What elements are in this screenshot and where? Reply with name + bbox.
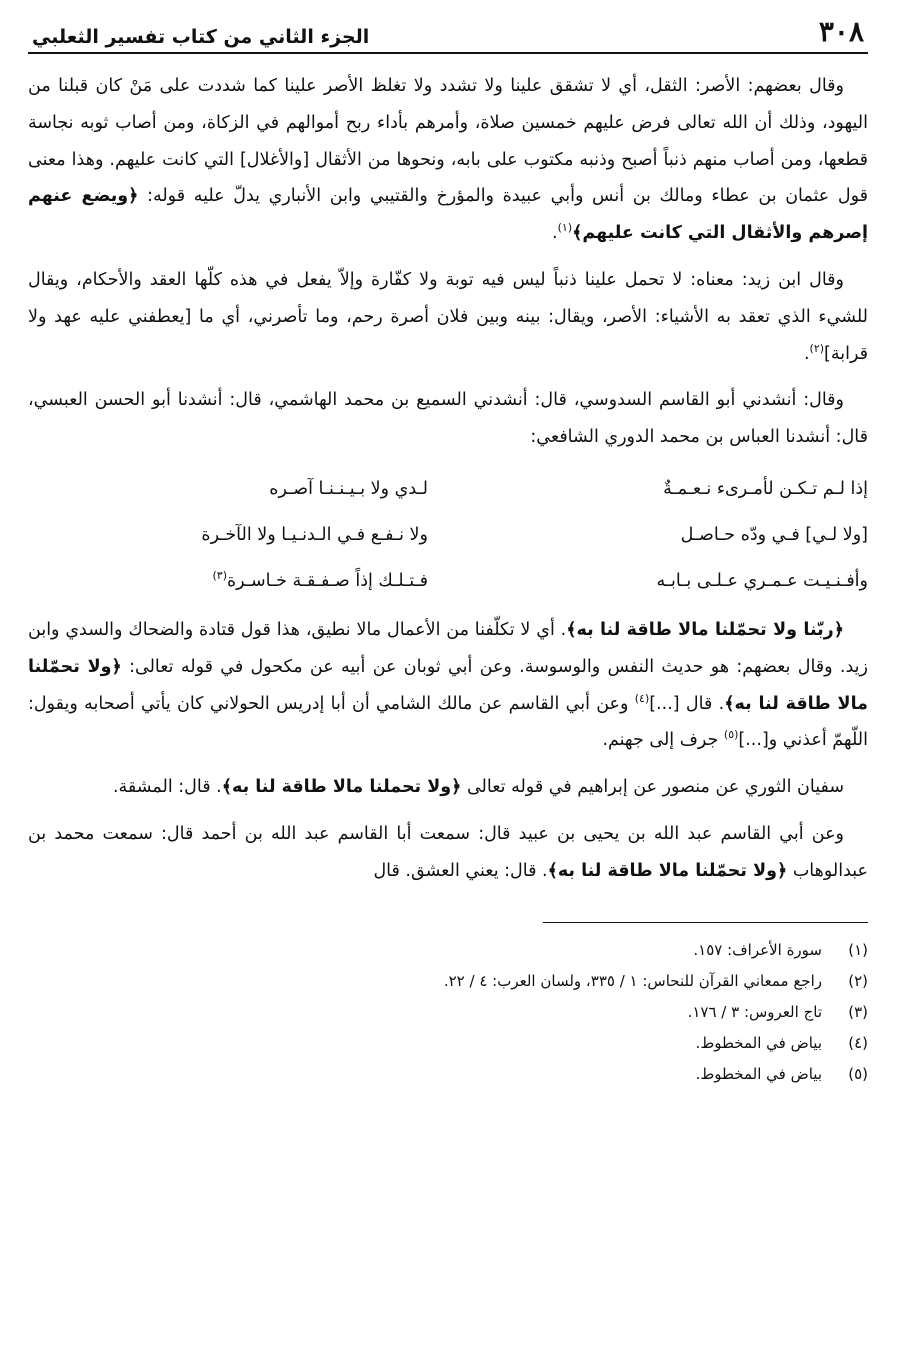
quran-quote: ﴿ولا تحمّلنا مالا طاقة لنا به﴾ [547, 860, 788, 881]
main-text [28, 68, 868, 890]
paragraph-text: وقال ابن زيد: معناه: لا تحمل علينا ذنباً ليس فيه توبة ولا كفّارة وإلاّ يفعل في هذه كلّها العقد والأحكام، ويقال للشيء الذي تعقد به الأشياء: الأصر، ويقال: بينه وبين فلان أصرة رحم، وما تأصرني، أي ما [يعطفني عليه عهد ولا قرابة] [28, 269, 868, 364]
paragraph-1 [28, 68, 868, 252]
paragraph-6 [28, 816, 868, 890]
paragraph-5 [28, 769, 868, 806]
verse-second-half [28, 558, 428, 604]
quran-quote: ﴿ربّنا ولا تحمّلنا مالا طاقة لنا به﴾ [566, 619, 844, 640]
footnote [28, 966, 868, 997]
footnote-ref: (٤) [634, 691, 650, 705]
paragraph-text: . قال: المشقة. [112, 777, 222, 798]
paragraph-text: وعن أبي القاسم عن مالك الشامي أن أبا إدريس الحولاني كان يأتي أصحابه ويقول: اللّهمّ أعذني و[...] [28, 693, 868, 751]
footnotes [28, 935, 868, 1090]
footnote [28, 997, 868, 1028]
poem-verse [28, 466, 868, 512]
footnote-text: تاج العروس: ٣ / ١٧٦. [687, 1002, 822, 1021]
page-number: ٣٠٨ [818, 15, 864, 48]
quran-quote: ﴿ويضع عنهم إصرهم والأثقال التي كانت عليهم﴾ [28, 186, 868, 244]
quran-quote: ﴿ولا تحملنا مالا طاقة لنا به﴾ [221, 777, 462, 798]
running-title: الجزء الثاني من كتاب تفسير الثعلبي [32, 26, 370, 48]
footnote-number: (١) [848, 940, 868, 959]
verse-first-half: إذا لـم تـكـن لأمـرىء نـعـمـةٌ [663, 478, 868, 499]
paragraph-text: جرف إلى جهنم. [602, 730, 724, 751]
footnote-text: سورة الأعراف: ١٥٧. [693, 940, 822, 959]
verse-second-half: لـدي ولا بـيـنـنـا آصـره [269, 478, 428, 499]
paragraph-text: وقال: أنشدني أبو القاسم السدوسي، قال: أنشدني السميع بن محمد الهاشمي، قال: أنشدنا أبو الحسن العبسي، قال: أنشدنا العباس بن محمد الدوري الشافعي: [28, 390, 868, 448]
footnote-number: (٢) [848, 971, 868, 990]
paragraph-2 [28, 262, 868, 372]
footnote-ref: (٢) [809, 341, 825, 355]
verse-second-half: ولا نـفـع فـي الـدنـيـا ولا الآخـرة [201, 524, 428, 545]
footnote-text: بياض في المخطوط. [695, 1064, 822, 1083]
paragraph-text: . [552, 223, 558, 244]
paragraph-4 [28, 612, 868, 759]
paragraph-text: . قال: يعني العشق. قال [373, 860, 548, 881]
quran-quote: ﴿ولا تحمّلنا مالا طاقة لنا به﴾ [28, 656, 868, 714]
footnote [28, 1059, 868, 1090]
verse-first-half: وأفـنـيـت عـمـري عـلـى بـابـه [656, 570, 868, 591]
footnote-text: راجع ممعاني القرآن للنحاس: ١ / ٣٣٥، ولسان العرب: ٤ / ٢٢. [443, 971, 822, 990]
poem-verse [28, 512, 868, 558]
paragraph-3 [28, 382, 868, 456]
paragraph-text: سفيان الثوري عن منصور عن إبراهيم في قوله تعالى [461, 777, 844, 798]
paragraph-text: . أي لا تكلّفنا من الأعمال مالا نطيق، هذا قول قتادة والضحاك والسدي وابن زيد. وقال بعضهم: هو حديث النفس والوسوسة. وعن أبي ثوبان عن أبيه عن مكحول في قوله تعالى: [28, 619, 869, 677]
footnote-number: (٣) [848, 1002, 868, 1021]
footnote-divider [543, 922, 868, 923]
page-header [28, 14, 868, 54]
paragraph-text: . قال [...] [649, 693, 725, 714]
verse-text: فـتـلـك إذاً صـفـقـة خـاسـرة [227, 570, 428, 591]
paragraph-text: . [803, 343, 810, 364]
footnote-ref: (١) [557, 221, 573, 235]
poem [28, 466, 868, 604]
footnote-ref: (٥) [723, 728, 739, 742]
verse-first-half: [ولا لـي] فـي ودّه حـاصـل [680, 524, 868, 545]
paragraph-text: وعن أبي القاسم عبد الله بن يحيى بن عبيد قال: سمعت أبا القاسم عبد الله بن أحمد قال: سمعت محمد بن عبدالوهاب [28, 823, 868, 881]
footnote [28, 1028, 868, 1059]
poem-verse [28, 558, 868, 604]
footnote-ref: (٣) [212, 569, 227, 583]
footnote-text: بياض في المخطوط. [695, 1033, 822, 1052]
paragraph-text: وقال بعضهم: الأصر: الثقل، أي لا تشقق علينا ولا تشدد ولا تغلظ الأصر علينا كما شددت على مَنْ كان قبلنا من اليهود، وذلك أن الله تعالى فرض عليهم خمسين صلاة، وأمرهم بأداء ربح أموالهم في الزكاة، ومن أصاب ثوبه نجاسة قطعها، ومن أصاب منهم ذنباً أصبح وذنبه مكتوب على بابه، ونحوها من الأثقال [والأغلال] التي كانت عليهم. وهذا معنى قول عثمان بن عطاء ومالك بن أنس وأبي عبيدة والمؤرخ والقتيبي وابن الأنباري يدلّ عليه قوله: [28, 76, 868, 207]
footnote [28, 935, 868, 966]
footnote-number: (٥) [848, 1064, 868, 1083]
book-page [28, 14, 868, 1344]
footnote-number: (٤) [848, 1033, 868, 1052]
